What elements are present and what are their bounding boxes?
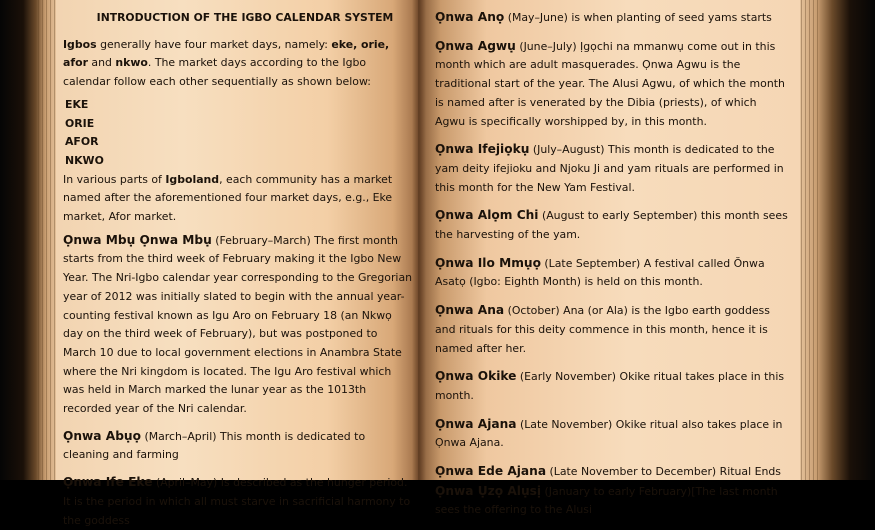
month-name: Ọnwa Ife Eke (63, 475, 153, 490)
market-day-item: NKWO (65, 153, 104, 167)
month-paragraph: Ọnwa Okike (Early November) Okike ritual takes place in this month. (435, 369, 785, 402)
month-name: Ọnwa Ana (435, 303, 505, 318)
right-page-content (435, 8, 790, 520)
month-paragraph: Ọnwa Ilo Mmụọ (Late September) A festival called Ŏnwa Asatọ (Igbo: Eighth Month) is held on this month. (435, 255, 765, 289)
month-name: Ọnwa Ụzọ Alụsị (435, 483, 542, 498)
month-name: Ọnwa Ilo Mmụọ (435, 255, 541, 270)
month-paragraph: Ọnwa Mbụ Ọnwa Mbụ (February–March) The first month starts from the third week of February making it the Igbo New Year. The Nri-Igbo calendar year corresponding to the Gregorian year of 2012 was initially slated to begin with the annual year-counting festival known as Igu Aro on February 18 (an Nkwọ day on the third week of February), but was postponed to March 10 due to local government elections in Anambra State where the Nri kingdom is located. The Igu Aro festival which was held in March marked the lunar year as the 1013th recorded year of the Nri calendar. (63, 232, 413, 416)
left-page-content (63, 9, 413, 530)
month-name: Ọnwa Okike (435, 369, 517, 384)
month-name: Ọnwa Ifejiọkụ (435, 142, 530, 157)
month-paragraph: Ọnwa Agwụ (June–July) Ịgọchi na mmanwụ come out in this month which are adult masquerades. Ọnwa Agwu is the traditional start of the year. The Alusi Agwu, of which the month is named after is venerated by the Dibia (priests), of which Agwu is specifically worshipped by, in this month. (435, 38, 785, 128)
month-paragraph: Ọnwa Ajana (Late November) Okike ritual also takes place in Ọnwa Ajana. (435, 416, 783, 450)
month-paragraph: Ọnwa Ụzọ Alụsị (January to early February)[The last month sees the offering to the Alusi (435, 483, 778, 517)
right-page (418, 0, 800, 517)
market-paragraph: In various parts of Igboland, each community has a market named after the aforementioned four market days, e.g., Eke market, Afor market. (63, 172, 393, 224)
left-page (56, 0, 418, 527)
month-paragraph: Ọnwa Ifejiọkụ (July–August) This month is dedicated to the yam deity ifejioku and Njoku Ji and yam rituals are performed in this month for the New Yam Festival. (435, 142, 784, 194)
month-paragraph: Ọnwa Anọ (May–June) is when planting of seed yams starts (435, 10, 772, 24)
month-paragraph: Ọnwa Ana (October) Ana (or Ala) is the Igbo earth goddess and rituals for this deity commence in this month, hence it is named after her. (435, 303, 770, 355)
page-title: INTRODUCTION OF THE IGBO CALENDAR SYSTEM (96, 11, 394, 24)
month-name: Ọnwa Abụọ (63, 428, 141, 443)
month-name: Ọnwa Anọ (435, 10, 505, 24)
month-name: Ọnwa Alọm Chi (435, 208, 539, 223)
market-day-item: ORIE (65, 116, 95, 130)
month-paragraph: Ọnwa Alọm Chi (August to early September) this month sees the harvesting of the yam. (435, 208, 788, 242)
month-name: Ọnwa Ajana (435, 416, 517, 431)
month-name: Ọnwa Mbụ Ọnwa Mbụ (63, 232, 212, 247)
intro-paragraph: Igbos generally have four market days, namely: eke, orie, afor and nkwo. The market days according to the Igbo calendar follow each other sequentially as shown below: (63, 37, 390, 89)
month-paragraph: Ọnwa Abụọ (March–April) This month is dedicated to cleaning and farming (63, 428, 366, 462)
book-right-edge (797, 0, 875, 480)
market-day-item: EKE (65, 97, 89, 111)
month-paragraph: Ọnwa Ede Ajana (Late November to December) Ritual Ends (435, 464, 781, 479)
month-paragraph: Ọnwa Ife Eke (April–May) Is described as the hunger period. It is the period in which all must starve in sacrificial harmony to the goddess (63, 475, 411, 527)
month-name: Ọnwa Agwụ (435, 38, 516, 53)
book-gutter (412, 0, 426, 480)
market-day-item: AFOR (65, 135, 99, 149)
book-left-edge (0, 0, 58, 480)
month-name: Ọnwa Ede Ajana (435, 464, 547, 479)
